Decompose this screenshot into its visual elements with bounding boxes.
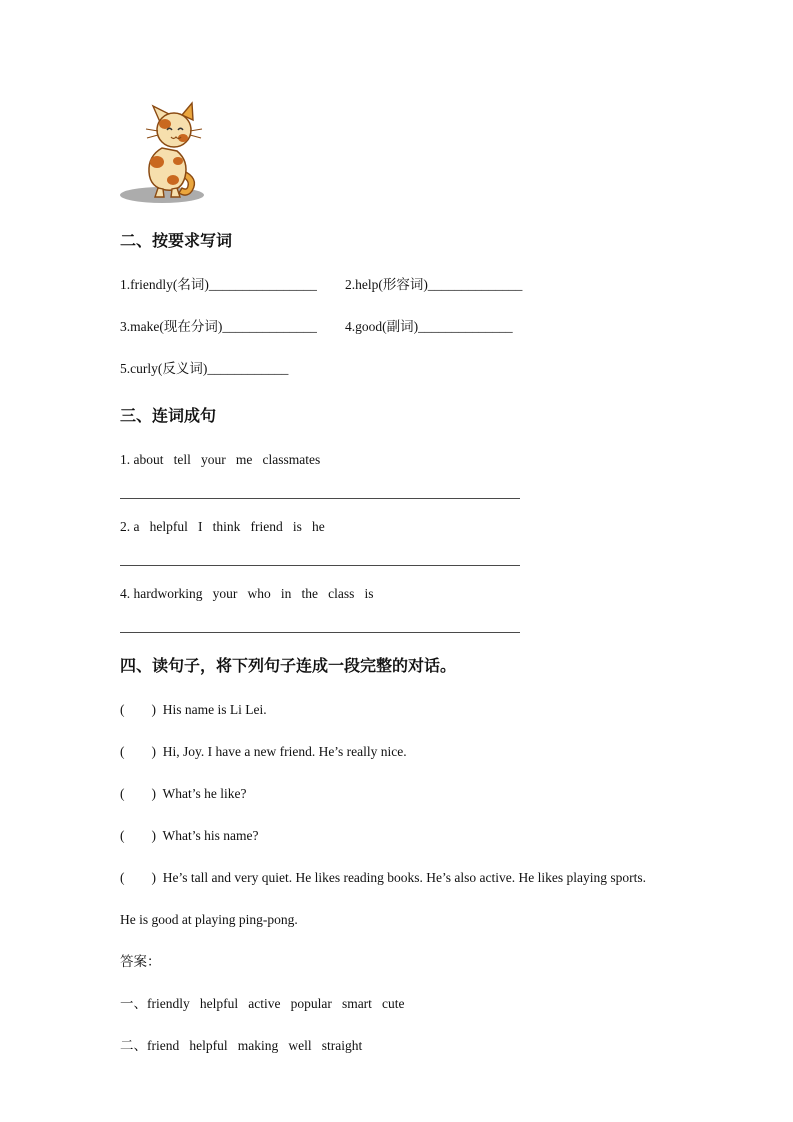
answer-line — [120, 498, 520, 499]
cat-body — [149, 148, 186, 190]
dialogue-sentence-5: ( ) He’s tall and very quiet. He likes reading books. He’s also active. He likes playing sports. — [120, 870, 647, 885]
word-order-prompt-3: 4. hardworking your who in the class is — [120, 586, 374, 601]
answers-label: 答案： — [120, 954, 161, 969]
cat-spot — [159, 119, 171, 129]
answers-line-1: 一、friendly helpful active popular smart cute — [120, 996, 405, 1011]
answers-line-2: 二、friend helpful making well straight — [120, 1038, 363, 1053]
dialogue-continuation: He is good at playing ping-pong. — [120, 912, 298, 927]
word-order-prompt-1: 1. about tell your me classmates — [120, 452, 321, 467]
fill-blank-item-4: 4.good(副词)______________ — [345, 319, 513, 334]
word-order-prompt-2: 2. a helpful I think friend is he — [120, 519, 325, 534]
cat-image — [120, 100, 220, 204]
cat-spot — [167, 175, 179, 185]
section2-heading: 二、按要求写词 — [120, 233, 233, 250]
fill-blank-item-3: 3.make(现在分词)______________ — [120, 319, 317, 334]
cat-whiskers — [146, 129, 158, 138]
cat-whiskers — [190, 129, 202, 138]
fill-blank-item-empty — [345, 361, 673, 377]
dialogue-sentence-2: ( ) Hi, Joy. I have a new friend. He’s really nice. — [120, 744, 407, 759]
fill-blank-item-2: 2.help(形容词)______________ — [345, 277, 523, 292]
section3-heading: 三、连词成句 — [120, 408, 217, 425]
dialogue-sentence-3: ( ) What’s he like? — [120, 786, 247, 801]
cat-head — [157, 113, 191, 147]
dialogue-sentence-4: ( ) What’s his name? — [120, 828, 259, 843]
cat-spot — [173, 157, 183, 165]
cat-illustration — [120, 100, 673, 204]
fill-blank-item-1: 1.friendly(名词)________________ — [120, 277, 317, 292]
section4-heading: 四、读句子，将下列句子连成一段完整的对话。 — [120, 658, 457, 675]
answer-line — [120, 632, 520, 633]
fill-blank-row — [120, 361, 673, 377]
fill-blank-item-5: 5.curly(反义词)____________ — [120, 361, 289, 376]
fill-blank-row — [120, 277, 673, 293]
dialogue-sentence-1: ( ) His name is Li Lei. — [120, 702, 267, 717]
cat-spot — [150, 156, 164, 168]
fill-blank-row — [120, 319, 673, 335]
answer-line — [120, 565, 520, 566]
